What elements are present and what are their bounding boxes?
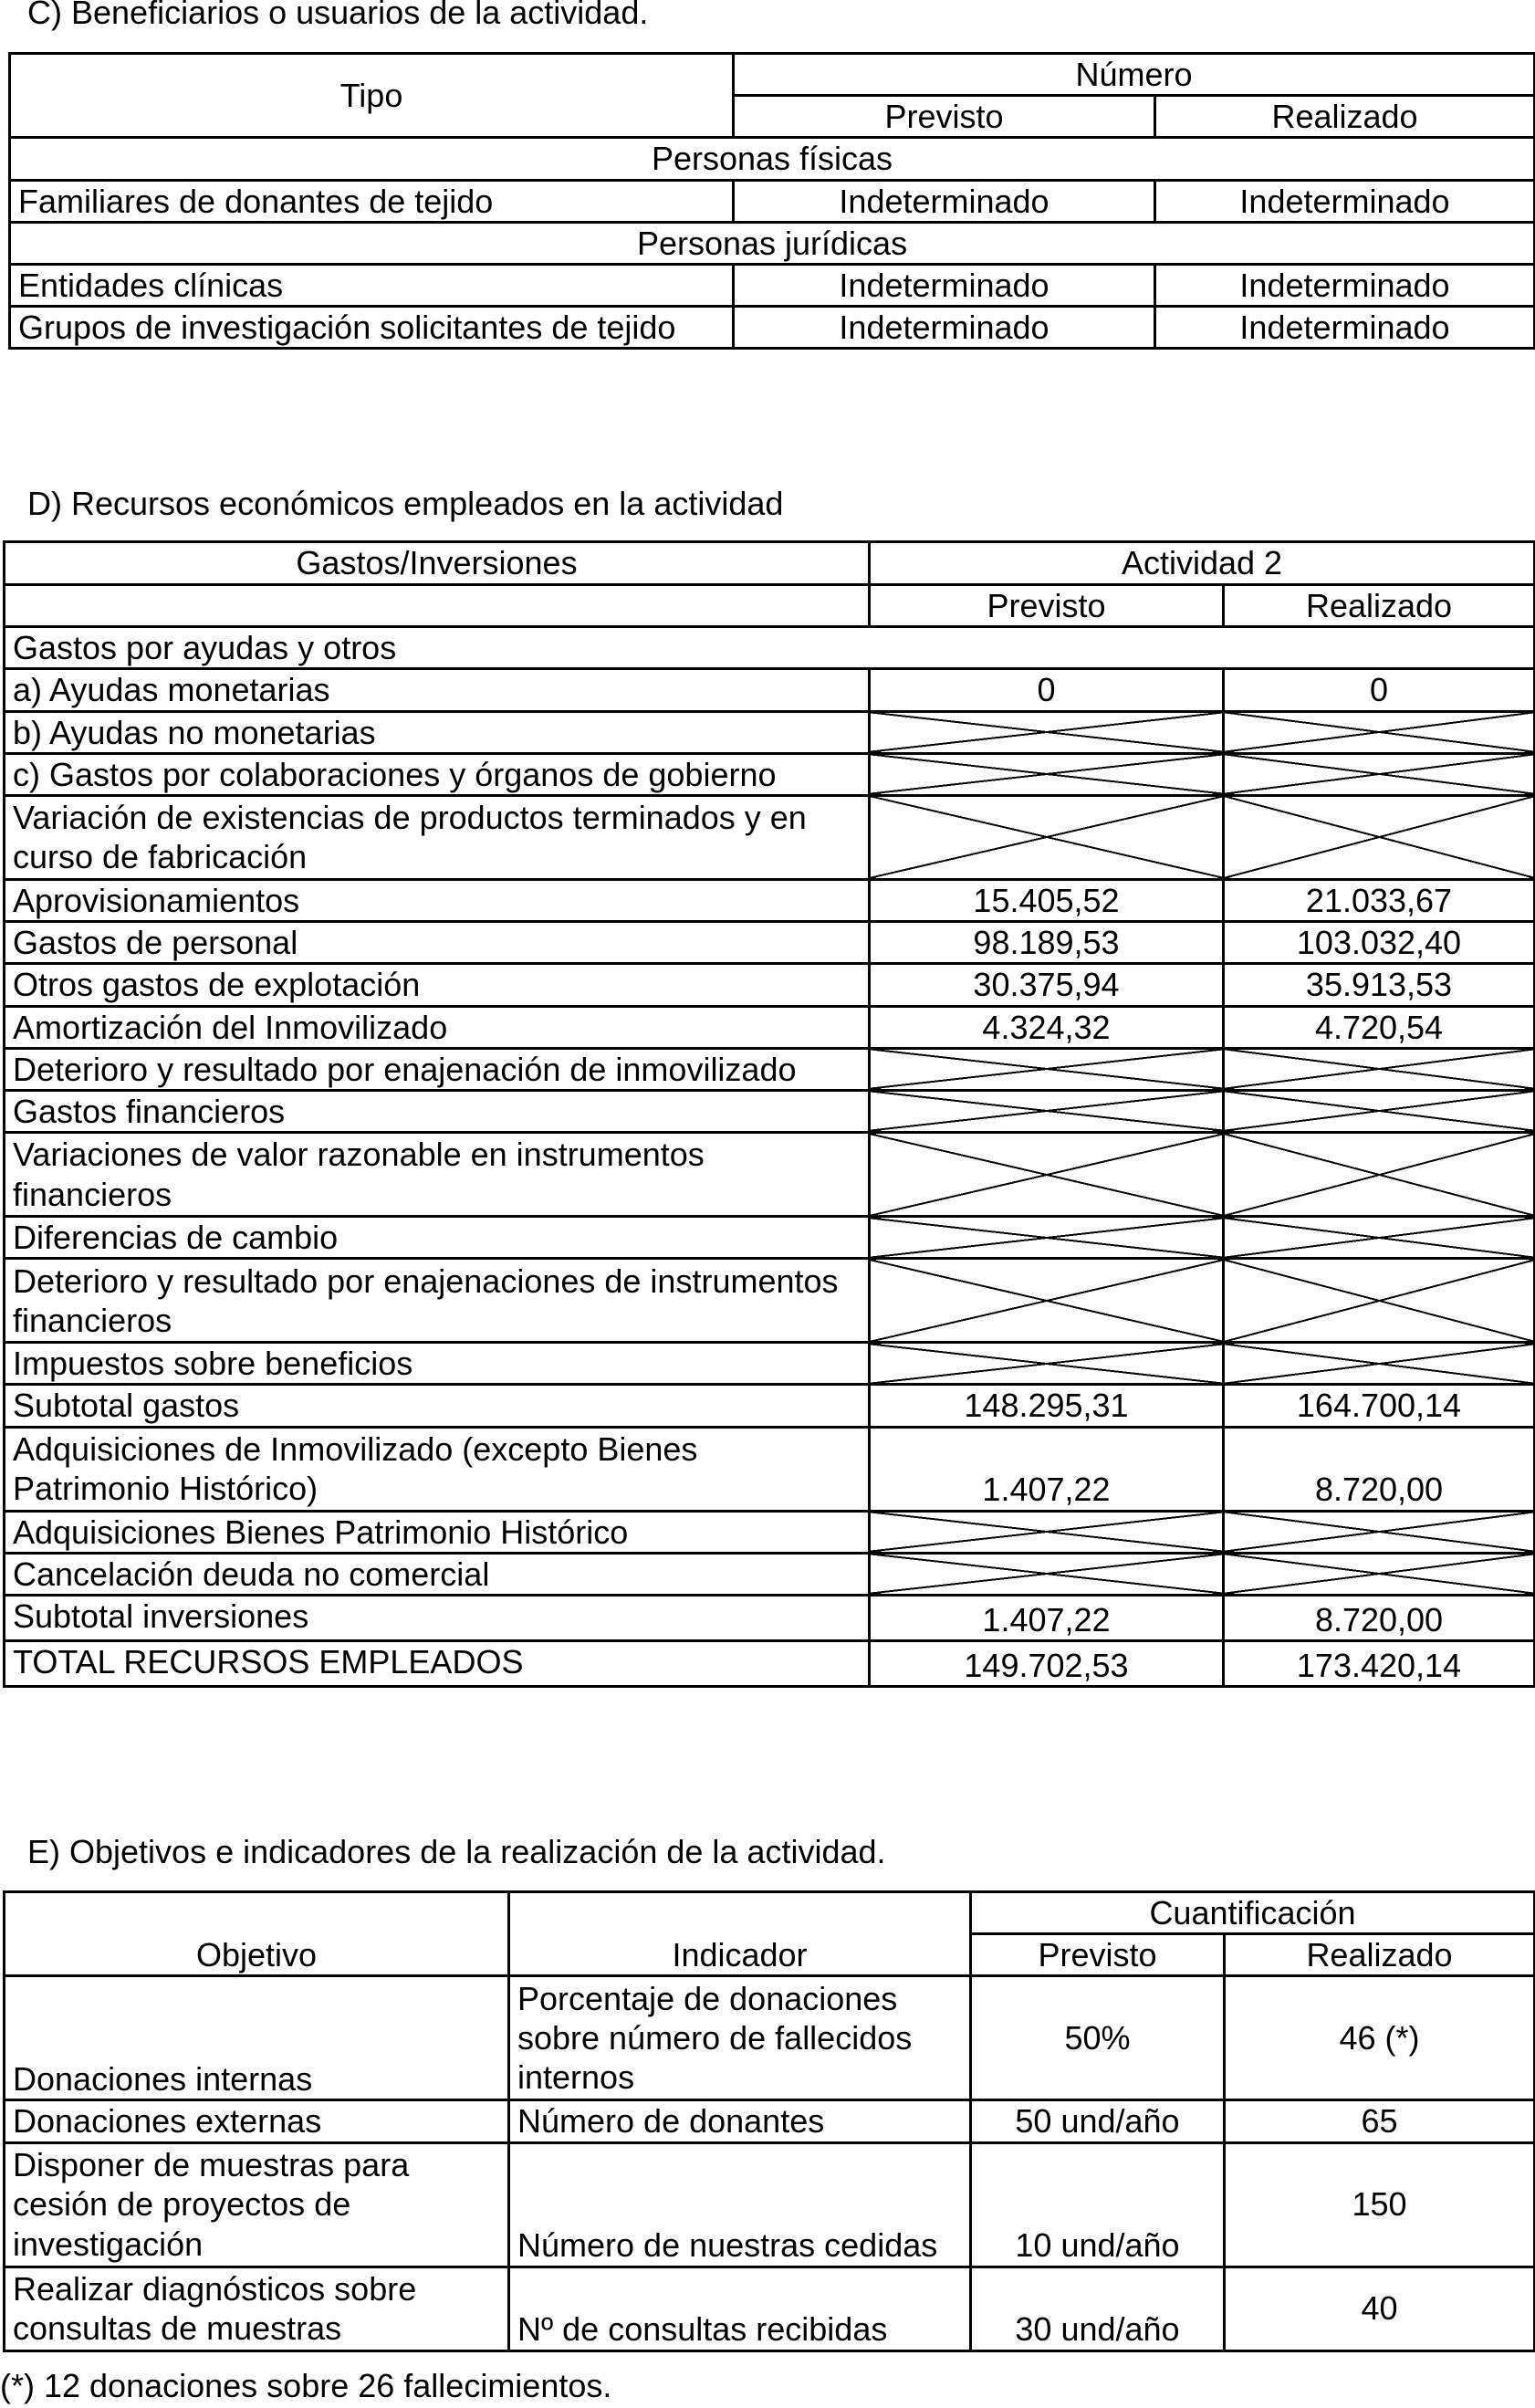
objetivo-cell: Disponer de muestras para cesión de proyectos de investigación <box>5 2142 509 2267</box>
col-header-previsto: Previsto <box>734 96 1155 138</box>
objetivo-cell: Realizar diagnósticos sobre consultas de muestras <box>5 2267 509 2350</box>
tipo-cell: Grupos de investigación solicitantes de tejido <box>10 307 734 349</box>
indicador-cell: Nº de consultas recibidas <box>509 2267 971 2350</box>
crossed-out-cell <box>870 1133 1224 1217</box>
col-header-indicador: Indicador <box>509 1892 971 1976</box>
row-label: Diferencias de cambio <box>5 1217 870 1259</box>
table-row <box>5 1133 1535 1217</box>
crossed-out-cell <box>1224 1511 1535 1553</box>
row-label: Variaciones de valor razonable en instrumentos financieros <box>5 1133 870 1217</box>
table-row <box>5 2100 1535 2142</box>
crossed-out-cell <box>1224 1048 1535 1090</box>
row-label: Subtotal inversiones <box>5 1596 870 1641</box>
footnote: (*) 12 donaciones sobre 26 fallecimientos. <box>0 2367 612 2404</box>
table-row <box>10 264 1535 306</box>
table-row <box>5 711 1535 753</box>
col-header-cuantificacion: Cuantificación <box>971 1892 1535 1934</box>
realizado-cell: 8.720,00 <box>1224 1427 1535 1511</box>
section-d-heading: D) Recursos económicos empleados en la actividad <box>27 485 784 522</box>
indicador-cell: Número de nuestras cedidas <box>509 2142 971 2267</box>
row-label: Aprovisionamientos <box>5 879 870 921</box>
row-label: Subtotal gastos <box>5 1385 870 1427</box>
row-label: Gastos financieros <box>5 1090 870 1132</box>
crossed-out-cell <box>1224 1090 1535 1132</box>
previsto-cell: 148.295,31 <box>870 1385 1224 1427</box>
realizado-cell: 8.720,00 <box>1224 1596 1535 1641</box>
crossed-out-cell <box>870 1553 1224 1595</box>
crossed-out-cell <box>870 1259 1224 1343</box>
crossed-out-cell <box>870 1217 1224 1259</box>
previsto-cell: 50 und/año <box>971 2100 1225 2142</box>
previsto-cell: Indeterminado <box>734 264 1155 306</box>
crossed-out-cell <box>1224 795 1535 879</box>
objetivos-table <box>3 1890 1535 2352</box>
realizado-cell: 103.032,40 <box>1224 922 1535 964</box>
indicador-cell: Número de donantes <box>509 2100 971 2142</box>
table-row <box>5 1553 1535 1595</box>
previsto-cell: 98.189,53 <box>870 922 1224 964</box>
table-row <box>5 669 1535 711</box>
table-row <box>5 922 1535 964</box>
col-header-realizado: Realizado <box>1224 585 1535 627</box>
crossed-out-cell <box>1224 1553 1535 1595</box>
table-row <box>5 1048 1535 1090</box>
previsto-cell: 50% <box>971 1976 1225 2100</box>
table-row <box>5 879 1535 921</box>
crossed-out-cell <box>870 753 1224 795</box>
realizado-cell: Indeterminado <box>1155 264 1535 306</box>
tipo-cell: Familiares de donantes de tejido <box>10 180 734 222</box>
group-personas-fisicas: Personas físicas <box>10 138 1535 180</box>
row-label: Adquisiciones de Inmovilizado (excepto Bienes Patrimonio Histórico) <box>5 1427 870 1511</box>
col-header-realizado: Realizado <box>1155 96 1535 138</box>
previsto-cell: 10 und/año <box>971 2142 1225 2267</box>
table-row <box>5 1511 1535 1553</box>
crossed-out-cell <box>870 1048 1224 1090</box>
row-label: TOTAL RECURSOS EMPLEADOS <box>5 1641 870 1687</box>
crossed-out-cell <box>1224 1133 1535 1217</box>
row-gastos-ayudas: Gastos por ayudas y otros <box>5 627 1535 669</box>
table-row <box>5 1217 1535 1259</box>
table-row <box>5 2142 1535 2267</box>
col-header-previsto: Previsto <box>971 1934 1225 1976</box>
crossed-out-cell <box>1224 1343 1535 1385</box>
table-row <box>5 1427 1535 1511</box>
objetivo-cell: Donaciones internas <box>5 1976 509 2100</box>
table-row <box>5 1641 1535 1687</box>
realizado-cell: Indeterminado <box>1155 307 1535 349</box>
crossed-out-cell <box>870 795 1224 879</box>
col-header-gastos-inversiones: Gastos/Inversiones <box>5 542 870 585</box>
crossed-out-cell <box>1224 753 1535 795</box>
realizado-cell: 0 <box>1224 669 1535 711</box>
table-row <box>5 1976 1535 2100</box>
table-row <box>10 180 1535 222</box>
crossed-out-cell <box>1224 711 1535 753</box>
empty-header-cell <box>5 585 870 627</box>
section-e-heading: E) Objetivos e indicadores de la realización de la actividad. <box>27 1833 886 1870</box>
previsto-cell: Indeterminado <box>734 307 1155 349</box>
table-row <box>5 1596 1535 1641</box>
col-header-previsto: Previsto <box>870 585 1224 627</box>
row-label: c) Gastos por colaboraciones y órganos de gobierno <box>5 753 870 795</box>
realizado-cell: 173.420,14 <box>1224 1641 1535 1687</box>
table-row <box>5 1343 1535 1385</box>
col-header-realizado: Realizado <box>1225 1934 1535 1976</box>
previsto-cell: 0 <box>870 669 1224 711</box>
table-row <box>5 964 1535 1006</box>
row-label: Adquisiciones Bienes Patrimonio Histórico <box>5 1511 870 1553</box>
table-row <box>5 795 1535 879</box>
previsto-cell: 4.324,32 <box>870 1006 1224 1048</box>
col-header-tipo: Tipo <box>10 54 734 138</box>
indicador-cell: Porcentaje de donaciones sobre número de fallecidos internos <box>509 1976 971 2100</box>
crossed-out-cell <box>870 1511 1224 1553</box>
table-row <box>5 1090 1535 1132</box>
realizado-cell: 40 <box>1225 2267 1535 2350</box>
table-row <box>5 1259 1535 1343</box>
col-header-objetivo: Objetivo <box>5 1892 509 1976</box>
row-label: Gastos de personal <box>5 922 870 964</box>
row-label: Otros gastos de explotación <box>5 964 870 1006</box>
table-row <box>10 307 1535 349</box>
crossed-out-cell <box>1224 1217 1535 1259</box>
col-header-actividad: Actividad 2 <box>870 542 1535 585</box>
table-row <box>5 1006 1535 1048</box>
previsto-cell: 30 und/año <box>971 2267 1225 2350</box>
row-label: Variación de existencias de productos terminados y en curso de fabricación <box>5 795 870 879</box>
previsto-cell: Indeterminado <box>734 180 1155 222</box>
previsto-cell: 1.407,22 <box>870 1427 1224 1511</box>
row-label: b) Ayudas no monetarias <box>5 711 870 753</box>
col-header-numero: Número <box>734 54 1535 96</box>
group-personas-juridicas: Personas jurídicas <box>10 222 1535 264</box>
previsto-cell: 15.405,52 <box>870 879 1224 921</box>
row-label: Cancelación deuda no comercial <box>5 1553 870 1595</box>
realizado-cell: 4.720,54 <box>1224 1006 1535 1048</box>
table-row <box>5 2267 1535 2350</box>
crossed-out-cell <box>870 711 1224 753</box>
row-label: a) Ayudas monetarias <box>5 669 870 711</box>
realizado-cell: 21.033,67 <box>1224 879 1535 921</box>
row-label: Deterioro y resultado por enajenación de inmovilizado <box>5 1048 870 1090</box>
crossed-out-cell <box>1224 1259 1535 1343</box>
section-c-heading: C) Beneficiarios o usuarios de la actividad. <box>27 0 649 31</box>
realizado-cell: 46 (*) <box>1225 1976 1535 2100</box>
beneficiarios-table <box>8 52 1535 350</box>
previsto-cell: 30.375,94 <box>870 964 1224 1006</box>
realizado-cell: Indeterminado <box>1155 180 1535 222</box>
previsto-cell: 149.702,53 <box>870 1641 1224 1687</box>
table-row <box>5 753 1535 795</box>
tipo-cell: Entidades clínicas <box>10 264 734 306</box>
row-label: Impuestos sobre beneficios <box>5 1343 870 1385</box>
row-label: Amortización del Inmovilizado <box>5 1006 870 1048</box>
realizado-cell: 164.700,14 <box>1224 1385 1535 1427</box>
table-row <box>5 1385 1535 1427</box>
objetivo-cell: Donaciones externas <box>5 2100 509 2142</box>
realizado-cell: 65 <box>1225 2100 1535 2142</box>
realizado-cell: 150 <box>1225 2142 1535 2267</box>
row-label: Deterioro y resultado por enajenaciones de instrumentos financieros <box>5 1259 870 1343</box>
crossed-out-cell <box>870 1343 1224 1385</box>
recursos-table <box>3 540 1535 1688</box>
realizado-cell: 35.913,53 <box>1224 964 1535 1006</box>
crossed-out-cell <box>870 1090 1224 1132</box>
previsto-cell: 1.407,22 <box>870 1596 1224 1641</box>
